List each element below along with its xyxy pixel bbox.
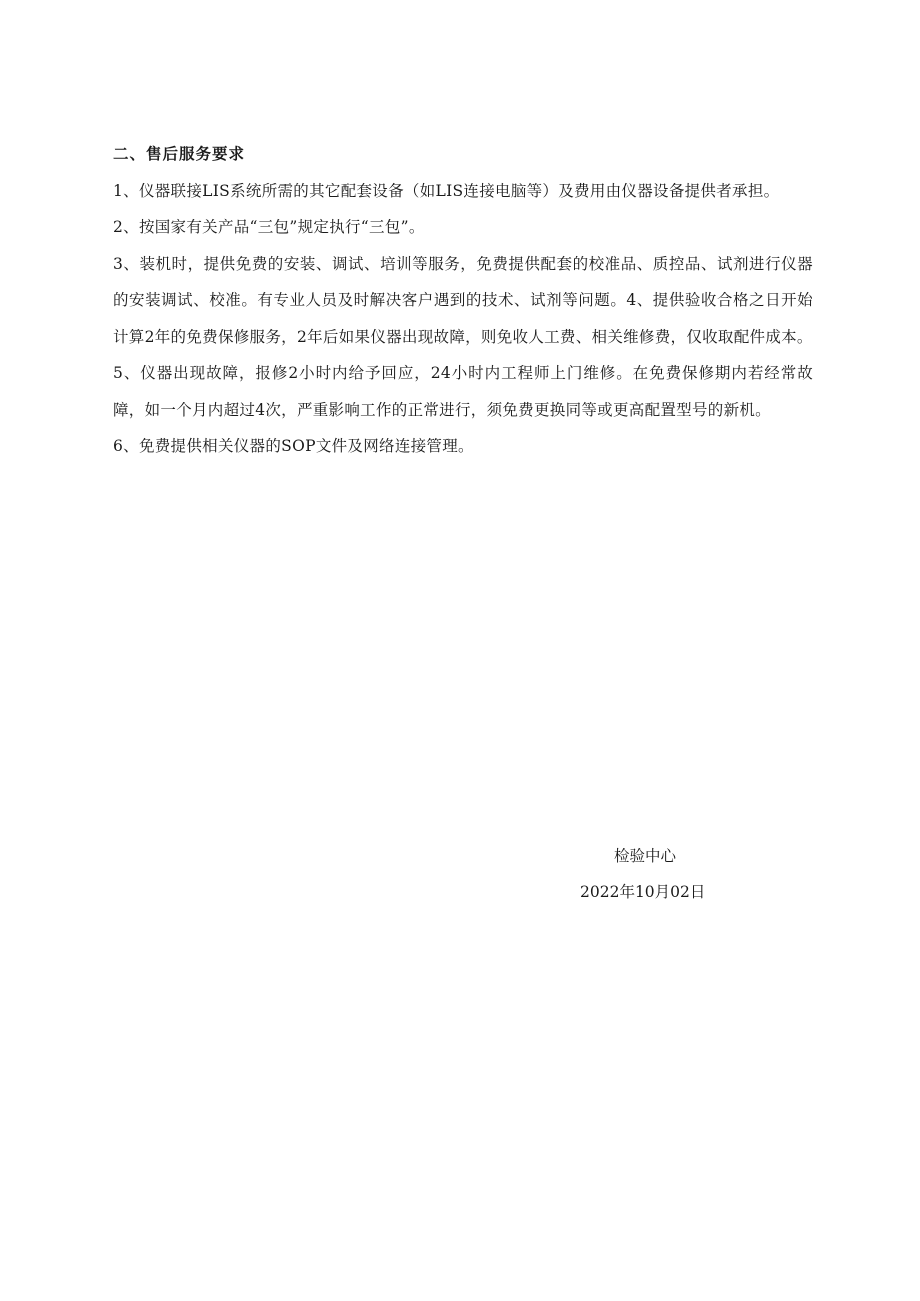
section-heading: 二、售后服务要求: [113, 144, 246, 163]
paragraph-6: 6、免费提供相关仪器的SOP文件及网络连接管理。: [113, 437, 474, 455]
signature-date: 2022年10月02日: [580, 883, 706, 901]
paragraph-2: 2、按国家有关产品“三包”规定执行“三包”。: [113, 218, 425, 236]
paragraph-1: 1、仪器联接LIS系统所需的其它配套设备（如LIS连接电脑等）及费用由仪器设备提供者承担。: [113, 181, 780, 200]
signature-block: [560, 838, 750, 910]
signature-organization: 检验中心: [614, 847, 677, 865]
document-body: [113, 136, 813, 465]
paragraph-5: 5、仪器出现故障，报修2小时内给予回应，24小时内工程师上门维修。在免费保修期内若经常故障，如一个月内超过4次，严重影响工作的正常进行，须免费更换同等或更高配置型号的新机。: [113, 364, 813, 419]
paragraph-3: 3、装机时，提供免费的安装、调试、培训等服务，免费提供配套的校准品、质控品、试剂进行仪器的安装调试、校准。有专业人员及时解决客户遇到的技术、试剂等问题。4、提供验收合格之日开始计算2年的免费保修服务，2年后如果仪器出现故障，则免收人工费、相关维修费，仅收取配件成本。: [113, 254, 813, 346]
